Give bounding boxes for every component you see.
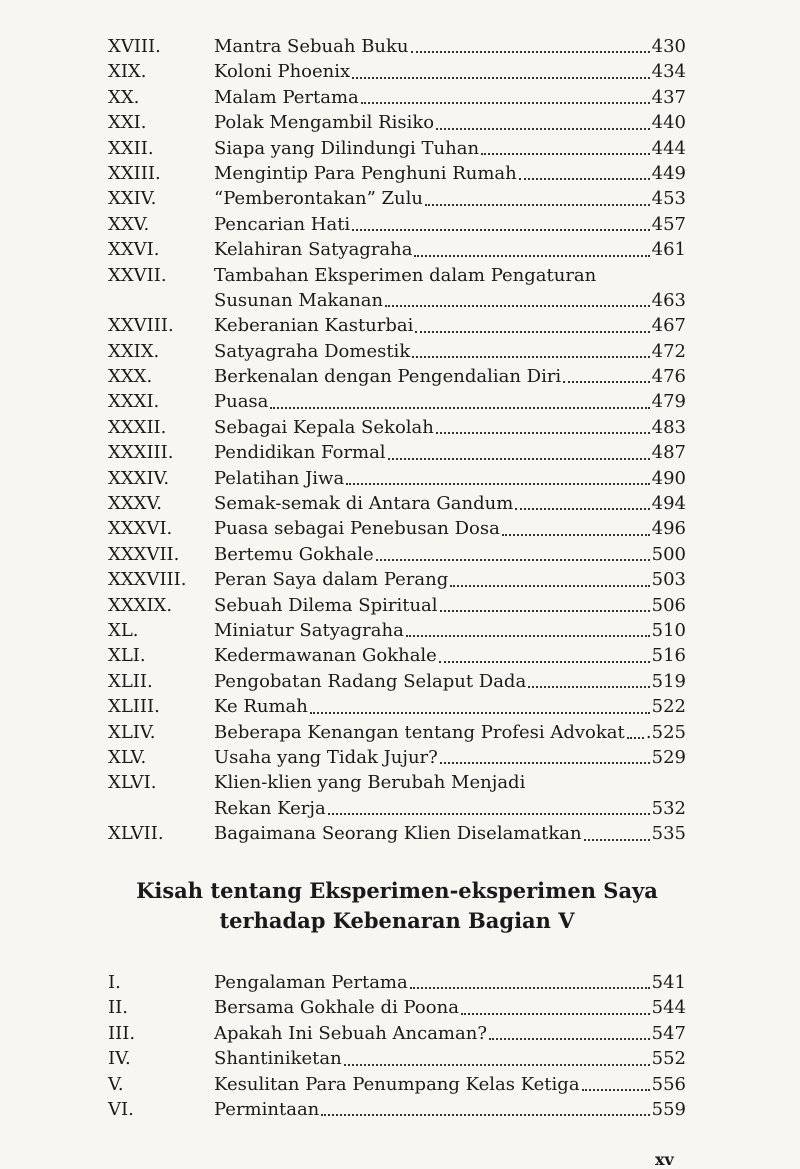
page-number: 503 xyxy=(651,569,686,591)
chapter-number: XXXIV. xyxy=(108,467,170,489)
chapter-title: Puasa sebagai Penebusan Dosa xyxy=(214,518,500,540)
dot-leader xyxy=(352,77,649,79)
chapter-title: Mengintip Para Penghuni Rumah xyxy=(214,162,517,184)
chapter-title: Sebuah Dilema Spiritual xyxy=(214,594,438,616)
dot-leader xyxy=(410,987,650,989)
dot-leader xyxy=(528,686,649,688)
toc-entry xyxy=(108,669,686,694)
chapter-number: XXVI. xyxy=(108,239,160,261)
page-number: 529 xyxy=(651,746,686,768)
toc-entry xyxy=(108,995,686,1020)
toc-entry xyxy=(108,1046,686,1071)
page-number: 479 xyxy=(651,391,686,413)
chapter-number: XXXIX. xyxy=(108,594,173,616)
chapter-title: Siapa yang Dilindungi Tuhan xyxy=(214,137,480,159)
chapter-title: Kedermawanan Gokhale xyxy=(214,645,437,667)
chapter-number: XXXVI. xyxy=(108,518,173,540)
dot-leader xyxy=(425,204,650,206)
chapter-number: XXV. xyxy=(108,213,150,235)
section-heading-line-2: terhadap Kebenaran Bagian V xyxy=(219,908,575,933)
dot-leader xyxy=(584,839,650,841)
page-number: 434 xyxy=(651,61,686,83)
chapter-number: XXIX. xyxy=(108,340,160,362)
chapter-title: Permintaan xyxy=(214,1098,320,1120)
chapter-title: Pengalaman Pertama xyxy=(214,971,408,993)
dot-leader xyxy=(415,331,649,333)
dot-leader xyxy=(352,229,649,231)
chapter-title: Berkenalan dengan Pengendalian Diri xyxy=(214,366,562,388)
chapter-title: Bertemu Gokhale xyxy=(214,543,374,565)
toc-entry xyxy=(108,770,686,795)
page-number: 519 xyxy=(651,670,686,692)
toc-entry xyxy=(108,85,686,110)
toc-entry xyxy=(108,643,686,668)
page-number: 487 xyxy=(651,442,686,464)
chapter-number: XLI. xyxy=(108,645,146,667)
chapter-title: Usaha yang Tidak Jujur? xyxy=(214,746,438,768)
chapter-title: Mantra Sebuah Buku xyxy=(214,35,409,57)
chapter-title: Peran Saya dalam Perang xyxy=(214,569,449,591)
dot-leader xyxy=(440,762,650,764)
page-number: 463 xyxy=(651,289,686,311)
chapter-number: XXXVII. xyxy=(108,543,180,565)
chapter-number: XXIV. xyxy=(108,188,157,210)
page-folio: xv xyxy=(655,1150,674,1169)
chapter-title: Apakah Ini Sebuah Ancaman? xyxy=(214,1022,487,1044)
toc-entry xyxy=(108,970,686,995)
chapter-title: Miniatur Satyagraha xyxy=(214,619,404,641)
toc-entry xyxy=(108,720,686,745)
dot-leader xyxy=(411,51,650,53)
dot-leader xyxy=(439,661,650,663)
dot-leader xyxy=(627,737,644,739)
dot-leader xyxy=(406,635,650,637)
chapter-title: Keberanian Kasturbai xyxy=(214,315,414,337)
chapter-number: XL. xyxy=(108,619,139,641)
toc-entry xyxy=(108,136,686,161)
dot-leader xyxy=(436,128,650,130)
toc-entry xyxy=(108,516,686,541)
chapter-title: Pengobatan Radang Selaput Dada xyxy=(214,670,527,692)
dot-leader xyxy=(361,102,650,104)
chapter-number: XXXV. xyxy=(108,493,163,515)
chapter-title: “Pemberontakan” Zulu xyxy=(214,188,424,210)
chapter-title: Sebagai Kepala Sekolah xyxy=(214,416,434,438)
toc-entry xyxy=(108,339,686,364)
chapter-number: IV. xyxy=(108,1048,131,1070)
chapter-number: XXXII. xyxy=(108,416,167,438)
toc-entry xyxy=(108,364,686,389)
page-number: 430 xyxy=(651,35,686,57)
toc-entry xyxy=(108,389,686,414)
chapter-number: XLII. xyxy=(108,670,153,692)
chapter-number: III. xyxy=(108,1022,136,1044)
toc-entry xyxy=(108,1072,686,1097)
toc-entry xyxy=(108,745,686,770)
page-number: 437 xyxy=(651,86,686,108)
dot-leader xyxy=(414,255,649,257)
dot-leader xyxy=(515,508,649,510)
section-heading xyxy=(108,876,686,936)
toc-entry xyxy=(108,466,686,491)
dot-leader xyxy=(436,432,650,434)
page-number: 541 xyxy=(651,971,686,993)
chapter-title-continuation: Rekan Kerja xyxy=(214,797,326,819)
chapter-title: Puasa xyxy=(214,391,269,413)
page-number: 467 xyxy=(651,315,686,337)
dot-leader xyxy=(385,305,650,307)
chapter-title: Kelahiran Satyagraha xyxy=(214,239,413,261)
chapter-number: XXI. xyxy=(108,112,147,134)
page-number: 453 xyxy=(651,188,686,210)
chapter-number: XLVI. xyxy=(108,772,157,794)
chapter-title: Pendidikan Formal xyxy=(214,442,386,464)
chapter-title: Pencarian Hati xyxy=(214,213,351,235)
chapter-title: Malam Pertama xyxy=(214,86,359,108)
chapter-number: XXXVIII. xyxy=(108,569,187,591)
chapter-title: Kesulitan Para Penumpang Kelas Ketiga xyxy=(214,1073,580,1095)
table-of-contents-part-5 xyxy=(108,970,686,1122)
chapter-title: Shantiniketan xyxy=(214,1048,342,1070)
dot-leader xyxy=(519,178,650,180)
page-number: 476 xyxy=(651,366,686,388)
page-number: 472 xyxy=(651,340,686,362)
dot-leader xyxy=(310,712,650,714)
chapter-number: XXVIII. xyxy=(108,315,174,337)
dot-leader xyxy=(450,585,649,587)
toc-entry xyxy=(108,34,686,59)
page-number: 556 xyxy=(651,1073,686,1095)
page-number: 496 xyxy=(651,518,686,540)
page-number: 506 xyxy=(651,594,686,616)
chapter-number: XLIV. xyxy=(108,721,156,743)
dot-leader xyxy=(582,1089,650,1091)
toc-entry xyxy=(108,1021,686,1046)
toc-entry xyxy=(108,618,686,643)
chapter-number: XLIII. xyxy=(108,696,160,718)
dot-leader xyxy=(376,559,650,561)
table-of-contents-part-4 xyxy=(108,34,686,847)
chapter-number: XXXIII. xyxy=(108,442,174,464)
toc-entry xyxy=(108,593,686,618)
page-number: 559 xyxy=(651,1098,686,1120)
page-number: 547 xyxy=(651,1022,686,1044)
dot-leader xyxy=(412,356,649,358)
chapter-title: Semak-semak di Antara Gandum xyxy=(214,493,514,515)
chapter-number: V. xyxy=(108,1073,124,1095)
chapter-number: XVIII. xyxy=(108,35,161,57)
dot-leader xyxy=(328,813,650,815)
page-number: 552 xyxy=(651,1048,686,1070)
dot-leader xyxy=(321,1114,649,1116)
toc-entry xyxy=(108,821,686,846)
page-number: 522 xyxy=(651,696,686,718)
chapter-number: I. xyxy=(108,971,121,993)
toc-entry xyxy=(108,1097,686,1122)
page-number: 457 xyxy=(651,213,686,235)
chapter-number: XXVII. xyxy=(108,264,167,286)
chapter-number: XXIII. xyxy=(108,162,161,184)
toc-entry xyxy=(108,440,686,465)
dot-leader xyxy=(346,483,649,485)
page-number: 510 xyxy=(651,619,686,641)
toc-entry xyxy=(108,491,686,516)
chapter-title: Koloni Phoenix xyxy=(214,61,351,83)
chapter-title: Polak Mengambil Risiko xyxy=(214,112,435,134)
toc-entry xyxy=(108,694,686,719)
toc-entry-continuation xyxy=(108,796,686,821)
page-number: 500 xyxy=(651,543,686,565)
page-number: 449 xyxy=(651,162,686,184)
chapter-number: XXXI. xyxy=(108,391,160,413)
toc-entry xyxy=(108,542,686,567)
dot-leader xyxy=(563,381,649,383)
page-number: 461 xyxy=(651,239,686,261)
dot-leader xyxy=(344,1064,650,1066)
toc-entry xyxy=(108,567,686,592)
chapter-number: XX. xyxy=(108,86,140,108)
page-number: 532 xyxy=(651,797,686,819)
page-number: 535 xyxy=(651,823,686,845)
toc-entry xyxy=(108,212,686,237)
section-heading-line-1: Kisah tentang Eksperimen-eksperimen Saya xyxy=(136,878,658,903)
chapter-title: Bagaimana Seorang Klien Diselamatkan xyxy=(214,823,582,845)
dot-leader xyxy=(502,534,650,536)
chapter-title: Beberapa Kenangan tentang Profesi Advokat xyxy=(214,721,625,743)
toc-entry-continuation xyxy=(108,288,686,313)
chapter-title-continuation: Susunan Makanan xyxy=(214,289,384,311)
dot-leader xyxy=(388,458,650,460)
chapter-number: VI. xyxy=(108,1098,134,1120)
chapter-number: XXII. xyxy=(108,137,154,159)
toc-entry xyxy=(108,263,686,288)
chapter-number: II. xyxy=(108,997,128,1019)
page-number: 544 xyxy=(651,997,686,1019)
dot-leader xyxy=(440,610,650,612)
chapter-title: Tambahan Eksperimen dalam Pengaturan xyxy=(214,264,597,286)
page-number: .525 xyxy=(645,721,686,743)
chapter-number: XIX. xyxy=(108,61,147,83)
page-number: 483 xyxy=(651,416,686,438)
page-number: 494 xyxy=(651,493,686,515)
page-number: 444 xyxy=(651,137,686,159)
toc-entry xyxy=(108,313,686,338)
dot-leader xyxy=(481,153,650,155)
toc-entry xyxy=(108,186,686,211)
toc-entry xyxy=(108,161,686,186)
chapter-number: XLVII. xyxy=(108,823,164,845)
chapter-title: Ke Rumah xyxy=(214,696,308,718)
page-number: 490 xyxy=(651,467,686,489)
dot-leader xyxy=(461,1013,650,1015)
chapter-number: XLV. xyxy=(108,746,147,768)
toc-entry xyxy=(108,415,686,440)
dot-leader xyxy=(270,407,649,409)
toc-entry xyxy=(108,59,686,84)
chapter-title: Klien-klien yang Berubah Menjadi xyxy=(214,772,526,794)
page-number: 440 xyxy=(651,112,686,134)
chapter-title: Pelatihan Jiwa xyxy=(214,467,345,489)
toc-entry xyxy=(108,110,686,135)
dot-leader xyxy=(489,1038,650,1040)
page-number: 516 xyxy=(651,645,686,667)
chapter-title: Bersama Gokhale di Poona xyxy=(214,997,459,1019)
chapter-title: Satyagraha Domestik xyxy=(214,340,411,362)
chapter-number: XXX. xyxy=(108,366,153,388)
toc-entry xyxy=(108,237,686,262)
